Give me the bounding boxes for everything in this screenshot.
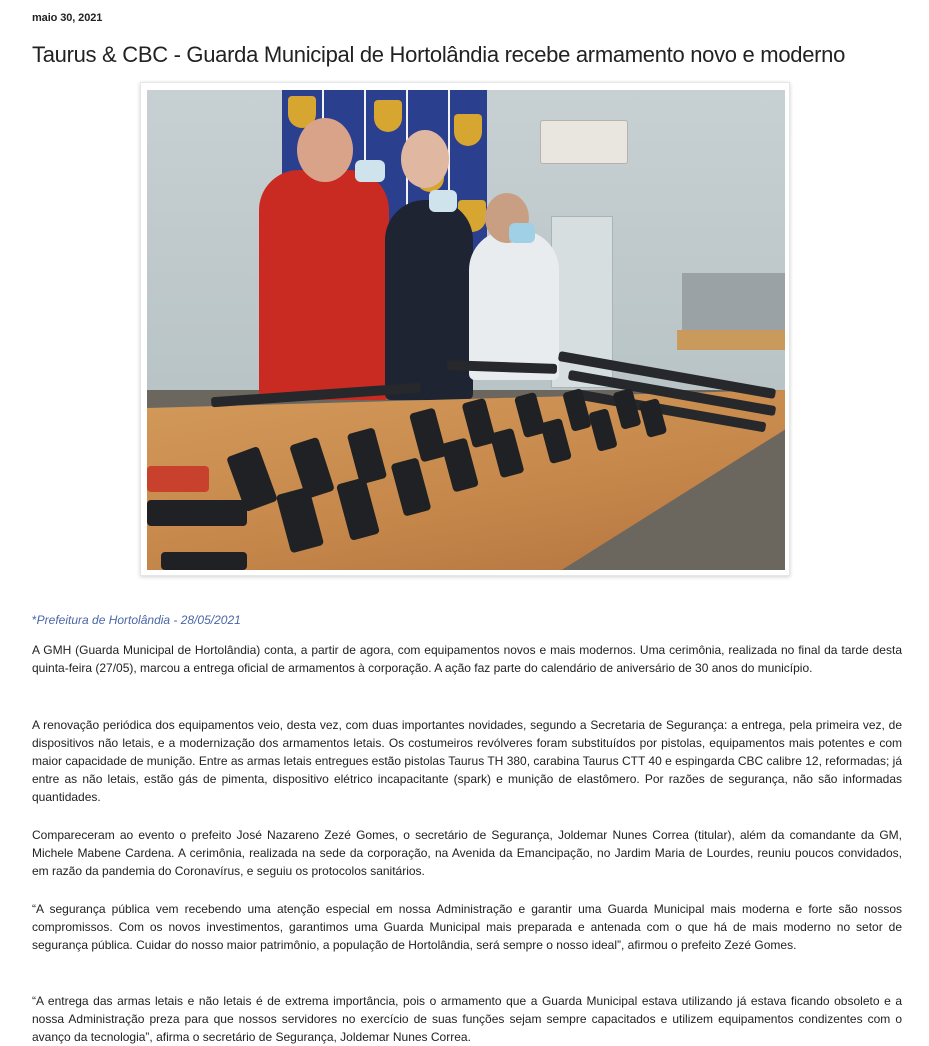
face-mask xyxy=(509,223,535,243)
photo-person-red-shirt xyxy=(259,170,389,400)
post-photo-frame[interactable] xyxy=(140,82,790,576)
photo-person-white-shirt xyxy=(469,230,559,380)
post-photo[interactable] xyxy=(147,90,785,570)
face-mask xyxy=(429,190,457,212)
paragraph-3: Compareceram ao evento o prefeito José Nazareno Zezé Gomes, o secretário de Segurança, Joldemar Nunes Correa (titular), além da comandante da GM, Michele Mabene Cardena. A cerimônia, realizada na sede da corporação, na Avenida da Emancipação, no Jardim Maria de Lourdes, reuniu poucos convidados, em razão da pandemia do Coronavírus, e seguiu os protocolos sanitários. xyxy=(32,828,902,878)
post-date: maio 30, 2021 xyxy=(32,12,103,24)
photo-person-head xyxy=(297,118,353,182)
face-mask xyxy=(355,160,385,182)
photo-desk xyxy=(677,330,785,350)
source-asterisk: * xyxy=(32,613,37,627)
spark-device-icon xyxy=(147,466,209,492)
spark-device-icon xyxy=(147,500,247,526)
paragraph-2: A renovação periódica dos equipamentos veio, desta vez, com duas importantes novidades, segundo a Secretaria de Segurança: a entrega, pela primeira vez, de dispositivos não letais, e a modernização dos armamentos letais. Os costumeiros revólveres foram substituídos por pistolas, equipamentos mais potentes e com maior capacidade de munição. Entre as armas letais entregues estão pistolas Taurus TH 380, carabina Taurus CTT 40 e espingarda CBC calibre 12, reformadas; já entre as não letais, estão gás de pimenta, dispositivo elétrico incapacitante (spark) e munição de elastômero. Por razões de segurança, não são informadas quantidades. xyxy=(32,718,902,804)
post-title: Taurus & CBC - Guarda Municipal de Hortolândia recebe armamento novo e moderno xyxy=(32,42,846,67)
source-label: Prefeitura de Hortolândia - 28/05/2021 xyxy=(36,613,241,627)
badge-icon xyxy=(454,114,482,146)
badge-icon xyxy=(374,100,402,132)
source-link[interactable] xyxy=(32,613,241,627)
paragraph-5: “A entrega das armas letais e não letais é de extrema importância, pois o armamento que a Guarda Municipal estava utilizando já estava ficando obsoleto e a nossa Administração preza para que nossos servidores no exercício de suas funções sejam sempre capacitados e utilizem equipamentos condizentes com o avanço da tecnologia”, afirma o secretário de Segurança, Joldemar Nunes Correa. xyxy=(32,994,902,1044)
photo-person-head xyxy=(401,130,449,188)
paragraph-4: “A segurança pública vem recebendo uma atenção especial em nossa Administração e garantir uma Guarda Municipal mais moderna e forte são nossos compromissos. Com os novos investimentos, garantimos uma Guarda Municipal mais preparada e antenada com o que há de mais moderno no setor de segurança pública. Cuidar do nosso maior patrimônio, a população de Hortolândia, será sempre o nosso ideal”, afirmou o prefeito Zezé Gomes. xyxy=(32,902,902,952)
photo-air-conditioner xyxy=(540,120,628,164)
spark-device-icon xyxy=(161,552,247,570)
paragraph-1: A GMH (Guarda Municipal de Hortolândia) conta, a partir de agora, com equipamentos novos e mais modernos. Uma cerimônia, realizada no final da tarde desta quinta-feira (27/05), marcou a entrega oficial de armamentos à corporação. A ação faz parte do calendário de aniversário de 30 anos do município. xyxy=(32,643,902,675)
